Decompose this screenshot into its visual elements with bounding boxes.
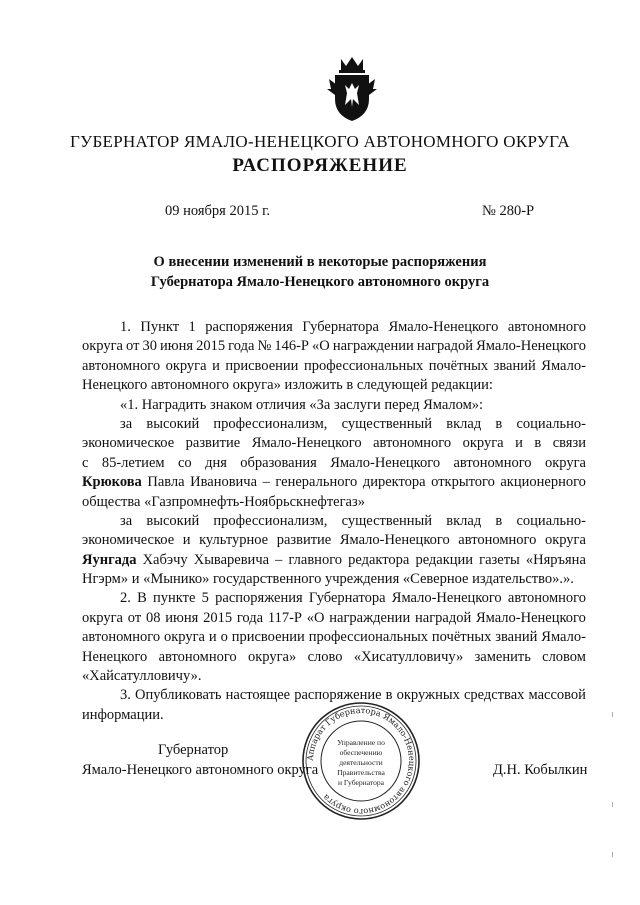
body-word: 2015 bbox=[203, 609, 233, 626]
body-word: округа bbox=[163, 629, 205, 646]
body-text: Ненецкого автономного округа» изложить в следующей редакции: bbox=[82, 377, 493, 394]
body-word: вклад bbox=[446, 415, 482, 432]
body-line-06 bbox=[82, 415, 586, 434]
body-word: Хабэчу bbox=[142, 551, 188, 568]
body-word: Ямало-Ненецкого bbox=[330, 454, 441, 471]
body-word: «Няръяна bbox=[525, 551, 586, 568]
body-word: редактора bbox=[348, 551, 410, 568]
body-word: с bbox=[82, 454, 89, 471]
body-line-09 bbox=[82, 473, 586, 492]
body-word: округа bbox=[462, 435, 504, 452]
body-line-08 bbox=[82, 454, 586, 473]
body-word: в bbox=[495, 512, 503, 529]
body-line-02 bbox=[82, 337, 586, 356]
body-word: Ивановича bbox=[190, 474, 258, 491]
body-word: автономного bbox=[453, 454, 532, 471]
body-line-01 bbox=[82, 318, 586, 337]
body-word: – bbox=[262, 474, 270, 491]
body-word: социально- bbox=[516, 512, 586, 529]
body-word: званий bbox=[493, 357, 536, 374]
body-word: 5 bbox=[201, 590, 209, 607]
body-line-19 bbox=[82, 667, 586, 686]
body-word: распоряжение bbox=[294, 687, 382, 704]
document-subject bbox=[0, 252, 640, 292]
body-word: высокий bbox=[146, 512, 200, 529]
body-text: общества «Газпромнефть-Ноябрьскнефтегаз» bbox=[82, 493, 365, 510]
body-word: главного bbox=[288, 551, 343, 568]
body-word: награждении bbox=[329, 609, 411, 626]
body-word: от bbox=[126, 338, 140, 355]
body-word: социально- bbox=[516, 415, 586, 432]
body-word: распоряжения bbox=[215, 590, 303, 607]
body-word: в bbox=[385, 687, 393, 704]
body-word: автономного bbox=[158, 648, 237, 665]
body-word: Губернатора bbox=[308, 590, 386, 607]
body-word: Ямало- bbox=[541, 357, 586, 374]
body-word: присвоении bbox=[231, 629, 305, 646]
document-date: 09 ноября 2015 г. bbox=[165, 203, 271, 219]
body-word: Губернатора bbox=[302, 319, 379, 335]
body-word: автономного bbox=[507, 590, 586, 607]
signatory-region: Ямало-Ненецкого автономного округа bbox=[82, 762, 319, 778]
body-word: окружных bbox=[396, 687, 460, 704]
body-word: 08 bbox=[145, 609, 161, 626]
body-word: «Хисатулловичу» bbox=[353, 648, 464, 665]
body-word: Ямало-Ненецкого bbox=[476, 609, 586, 626]
body-word: почётных bbox=[428, 357, 489, 374]
governor-title: ГУБЕРНАТОР ЯМАЛО-НЕНЕЦКОГО АВТОНОМНОГО ОКРУГА bbox=[69, 132, 570, 151]
document-type: РАСПОРЯЖЕНИЕ bbox=[232, 155, 408, 176]
body-word: массовой bbox=[528, 687, 586, 704]
body-line-12 bbox=[82, 531, 586, 550]
body-word: Ямало-Ненецкого bbox=[251, 435, 362, 452]
body-word: и bbox=[515, 435, 523, 452]
body-word: 3. bbox=[120, 687, 131, 704]
body-word: открытого bbox=[431, 474, 495, 491]
body-word: газеты bbox=[479, 551, 520, 568]
body-word: словом bbox=[542, 648, 586, 665]
body-word: со bbox=[177, 454, 192, 471]
body-word: и bbox=[182, 532, 191, 549]
body-word: редакции bbox=[415, 551, 474, 568]
body-word: распоряжения bbox=[205, 319, 293, 335]
seal-ring-text: Аппарат Губернатора Ямало-Ненецкого автономного округа bbox=[304, 704, 418, 818]
body-word: развитие bbox=[185, 435, 241, 452]
body-word: существенный bbox=[341, 415, 433, 432]
body-word: профессионализм, bbox=[213, 415, 328, 432]
body-word: округа» bbox=[248, 648, 297, 665]
body-word: в bbox=[534, 435, 542, 452]
body-text: «1. Наградить знаком отличия «За заслуги перед Ямалом»: bbox=[120, 396, 484, 413]
body-word: Павла bbox=[147, 474, 185, 491]
body-text: информации. bbox=[82, 706, 164, 723]
seal-center-line-4: Правительства bbox=[337, 768, 385, 777]
document-body bbox=[82, 318, 586, 725]
body-word: наградой bbox=[416, 338, 474, 355]
body-word: автономного bbox=[82, 629, 161, 646]
body-word: о bbox=[220, 629, 228, 646]
margin-mark bbox=[612, 712, 613, 717]
body-word: Хываревича bbox=[193, 551, 270, 568]
body-word: слово bbox=[307, 648, 343, 665]
body-word: генерального bbox=[275, 474, 358, 491]
coat-of-arms-emblem bbox=[327, 55, 377, 123]
body-word: 146-Р bbox=[274, 338, 309, 355]
body-word: настоящее bbox=[225, 687, 291, 704]
seal-center-line-5: и Губернатора bbox=[337, 778, 385, 787]
body-word: Ямало-Ненецкого bbox=[476, 338, 586, 355]
body-word: высокий bbox=[146, 415, 200, 432]
body-word: округа bbox=[82, 609, 123, 626]
body-word: Опубликовать bbox=[135, 687, 222, 704]
body-word: экономическое bbox=[82, 532, 175, 549]
body-word: образования bbox=[240, 454, 317, 471]
body-line-18 bbox=[82, 648, 586, 667]
body-word: № bbox=[257, 338, 272, 355]
body-word: связи bbox=[552, 435, 586, 452]
body-text: Нгэрм» и «Мынико» государственного учреждения «Северное издательство».». bbox=[82, 571, 574, 588]
body-word: округа bbox=[165, 357, 207, 374]
body-word: года bbox=[228, 338, 255, 355]
body-word: автономного bbox=[82, 357, 161, 374]
body-word: автономного bbox=[458, 532, 537, 549]
body-word: профессиональных bbox=[308, 629, 428, 646]
body-word: 1 bbox=[188, 319, 196, 335]
body-word: «О bbox=[306, 609, 325, 626]
document-number: № 280-Р bbox=[482, 203, 535, 219]
body-word: наградой bbox=[415, 609, 472, 626]
body-word: Пункт bbox=[140, 319, 180, 335]
body-word: Ямало-Ненецкого bbox=[391, 590, 502, 607]
body-word: экономическое bbox=[82, 435, 175, 452]
body-line-15 bbox=[82, 589, 586, 608]
body-word: профессионализм, bbox=[213, 512, 328, 529]
body-word: округа bbox=[544, 454, 586, 471]
body-word: июня bbox=[160, 338, 194, 355]
body-word: года bbox=[236, 609, 264, 626]
body-word: акционерного bbox=[500, 474, 586, 491]
signatory-title: Губернатор bbox=[158, 742, 229, 758]
body-word: в bbox=[495, 415, 503, 432]
subject-line-1: О внесении изменений в некоторые распоряжения bbox=[153, 254, 487, 270]
body-word: заменить bbox=[474, 648, 531, 665]
body-word: округа bbox=[82, 338, 123, 355]
body-word: 2. bbox=[120, 590, 131, 607]
body-word: июня bbox=[165, 609, 199, 626]
body-word: автономного bbox=[373, 435, 452, 452]
body-word: 117-Р bbox=[267, 609, 302, 626]
body-line-05 bbox=[82, 396, 586, 415]
body-word: Ямало- bbox=[541, 629, 586, 646]
awardee-surname: Крюкова bbox=[82, 474, 142, 491]
seal-center-line-3: деятельности bbox=[339, 758, 383, 767]
body-line-10 bbox=[82, 493, 586, 512]
official-stamp-seal bbox=[300, 700, 422, 822]
body-word: от bbox=[127, 609, 142, 626]
body-word: за bbox=[120, 512, 133, 529]
body-word: В bbox=[137, 590, 147, 607]
body-word: вклад bbox=[446, 512, 482, 529]
body-word: награждении bbox=[332, 338, 414, 355]
seal-center-line-2: обеспечению bbox=[339, 748, 383, 757]
body-word: – bbox=[275, 551, 283, 568]
body-word: дня bbox=[205, 454, 227, 471]
body-text: «Хайсатулловичу». bbox=[82, 668, 202, 685]
body-word: присвоении bbox=[225, 357, 299, 374]
body-word: почётных bbox=[431, 629, 492, 646]
body-word: директора bbox=[362, 474, 426, 491]
body-line-04 bbox=[82, 376, 586, 395]
body-word: средствах bbox=[463, 687, 525, 704]
body-word: Ямало-Ненецкого bbox=[339, 532, 450, 549]
body-word: и bbox=[212, 357, 220, 374]
body-word: званий bbox=[495, 629, 538, 646]
signatory-name: Д.Н. Кобылкин bbox=[493, 762, 588, 778]
body-word: за bbox=[120, 415, 133, 432]
body-word: автономного bbox=[507, 319, 586, 335]
body-word: 1. bbox=[120, 319, 131, 335]
body-word: существенный bbox=[341, 512, 433, 529]
body-word: 2015 bbox=[196, 338, 226, 355]
body-line-16 bbox=[82, 609, 586, 628]
body-word: Ненецкого bbox=[82, 648, 148, 665]
body-word: культурное bbox=[199, 532, 269, 549]
body-line-03 bbox=[82, 357, 586, 376]
body-word: профессиональных bbox=[303, 357, 424, 374]
body-line-13 bbox=[82, 551, 586, 570]
body-word: пункте bbox=[153, 590, 196, 607]
body-line-17 bbox=[82, 628, 586, 647]
body-word: округа bbox=[544, 532, 586, 549]
margin-mark bbox=[612, 852, 613, 857]
body-word: развитие bbox=[276, 532, 332, 549]
body-word: Ямало-Ненецкого bbox=[388, 319, 499, 335]
margin-mark bbox=[612, 802, 613, 807]
body-line-14 bbox=[82, 570, 586, 589]
body-word: «О bbox=[312, 338, 330, 355]
body-word: 85-летием bbox=[101, 454, 165, 471]
subject-line-2: Губернатора Ямало-Ненецкого автономного округа bbox=[150, 274, 490, 290]
body-word: 30 bbox=[142, 338, 157, 355]
body-line-11 bbox=[82, 512, 586, 531]
awardee-surname: Яунгада bbox=[82, 551, 137, 568]
seal-center-line-1: Управление по bbox=[337, 738, 385, 747]
body-word: и bbox=[208, 629, 217, 646]
body-line-07 bbox=[82, 434, 586, 453]
